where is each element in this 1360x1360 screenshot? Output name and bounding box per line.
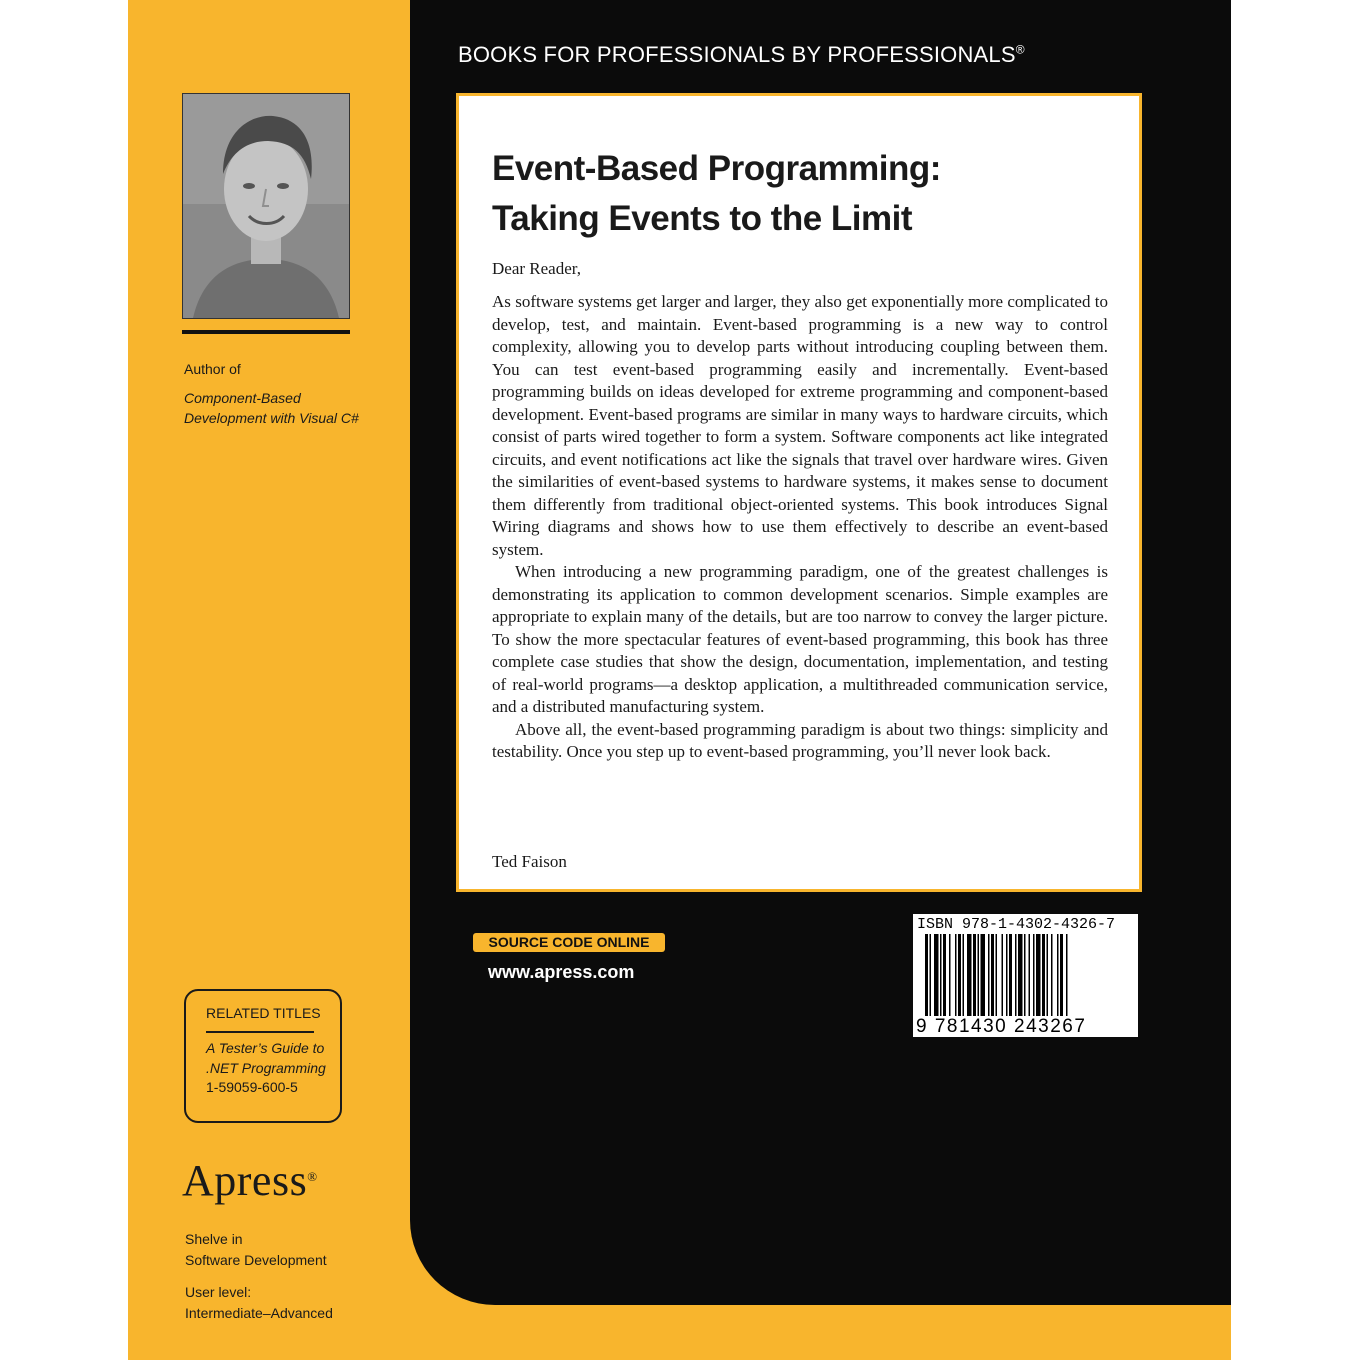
- publisher-url[interactable]: www.apress.com: [488, 962, 635, 982]
- user-level-info: [185, 1282, 333, 1324]
- barcode-bar: [963, 934, 965, 1016]
- barcode-bar: [1051, 934, 1053, 1016]
- shelve-category: Software Development: [185, 1252, 327, 1268]
- barcode-bar: [1024, 934, 1026, 1016]
- barcode-bar: [934, 934, 939, 1016]
- barcode-bar: [1042, 934, 1045, 1016]
- description-panel: [456, 93, 1142, 892]
- barcode-digits: 9 781430 243267: [916, 1016, 1087, 1037]
- barcode-bar: [981, 934, 986, 1016]
- barcode-bar: [958, 934, 961, 1016]
- apress-logo: [182, 1155, 318, 1206]
- barcode-bar: [1006, 934, 1008, 1016]
- author-portrait-icon: [183, 94, 349, 318]
- barcode-bar: [988, 934, 990, 1016]
- related-book-isbn: 1-59059-600-5: [206, 1079, 298, 1095]
- book-title: [492, 144, 941, 244]
- barcode-bar: [1033, 934, 1035, 1016]
- logo-registered-mark: ®: [307, 1169, 318, 1184]
- barcode-bar: [1060, 934, 1063, 1016]
- logo-text: Apress: [182, 1156, 308, 1205]
- barcode-bars: [925, 934, 1130, 1016]
- previous-book-title: Component-Based Development with Visual C#: [184, 390, 359, 426]
- photo-divider: [182, 330, 350, 334]
- barcode-bar: [991, 934, 994, 1016]
- barcode-bar: [955, 934, 957, 1016]
- paragraph: When introducing a new programming paradigm, one of the greatest challenges is demonstrating its application to common development scenarios. Simple examples are appropriate to explain many of the details, but are too narrow to convey the larger picture. To show the more spectacular features of event-based programming, this book has three complete case studies that show the design, documentation, implementation, and testing of real-world programs—a desktop application, a multithreaded communication service, and a distributed manufacturing system.: [492, 562, 1108, 716]
- greeting: Dear Reader,: [492, 259, 581, 278]
- barcode-bar: [1009, 934, 1012, 1016]
- barcode-bar: [1018, 934, 1023, 1016]
- user-level-label: User level:: [185, 1284, 252, 1300]
- title-line-1: Event-Based Programming:: [492, 149, 941, 188]
- related-heading: RELATED TITLES: [206, 1005, 321, 1021]
- barcode-bar: [1015, 934, 1017, 1016]
- shelve-label: Shelve in: [185, 1231, 243, 1247]
- author-photo: [182, 93, 350, 319]
- barcode-bar: [973, 934, 976, 1016]
- paragraph: Above all, the event-based programming paradigm is about two things: simplicity and testability. Once you step up to event-based programming, you’ll never look back.: [492, 719, 1108, 761]
- barcode-bar: [930, 934, 932, 1016]
- isbn-barcode: [913, 914, 1138, 1037]
- barcode-bar: [949, 934, 951, 1016]
- letter-body: [492, 291, 1108, 764]
- barcode-bar: [1047, 934, 1049, 1016]
- paragraph: As software systems get larger and larger, they also get exponentially more complicated to develop, test, and maintain. Event-based programming is a new way to control complexity, allowing you to develop parts without introducing coupling between them. You can test event-based programming easily and incrementally. Event-based programming builds on ideas developed for extreme programming and component-based development. Event-based programs are similar in many ways to hardware circuits, which consist of parts wired together to form a system. Software components act like integrated circuits, and event notifications act like the signals that travel over hardware wires. Given the similarities of event-based systems to hardware systems, it makes sense to document them differently from traditional object-oriented systems. This book introduces Signal Wiring diagrams and shows how to use them effectively to describe an event-based system.: [492, 292, 1108, 559]
- barcode-bar: [1057, 934, 1059, 1016]
- source-code-badge: SOURCE CODE ONLINE: [473, 933, 665, 952]
- registered-mark: ®: [1015, 42, 1025, 57]
- barcode-bar: [978, 934, 980, 1016]
- user-level-value: Intermediate–Advanced: [185, 1305, 333, 1321]
- barcode-bar: [1066, 934, 1068, 1016]
- isbn-label: ISBN 978-1-4302-4326-7: [917, 916, 1116, 933]
- author-of-label: Author of: [184, 361, 241, 377]
- barcode-bar: [925, 934, 928, 1016]
- barcode-bar: [1002, 934, 1004, 1016]
- barcode-bar: [1029, 934, 1031, 1016]
- series-tagline-text: BOOKS FOR PROFESSIONALS BY PROFESSIONALS: [458, 42, 1016, 67]
- related-divider: [206, 1031, 314, 1033]
- related-book-title: A Tester’s Guide to .NET Programming: [206, 1040, 326, 1076]
- barcode-bar: [996, 934, 998, 1016]
- barcode-bar: [967, 934, 972, 1016]
- barcode-bar: [940, 934, 942, 1016]
- series-tagline: [458, 42, 1025, 68]
- barcode-bar: [1036, 934, 1041, 1016]
- title-line-2: Taking Events to the Limit: [492, 199, 913, 238]
- related-titles-box: [184, 989, 342, 1123]
- barcode-bar: [943, 934, 946, 1016]
- shelving-info: [185, 1229, 327, 1271]
- signature: Ted Faison: [492, 852, 567, 871]
